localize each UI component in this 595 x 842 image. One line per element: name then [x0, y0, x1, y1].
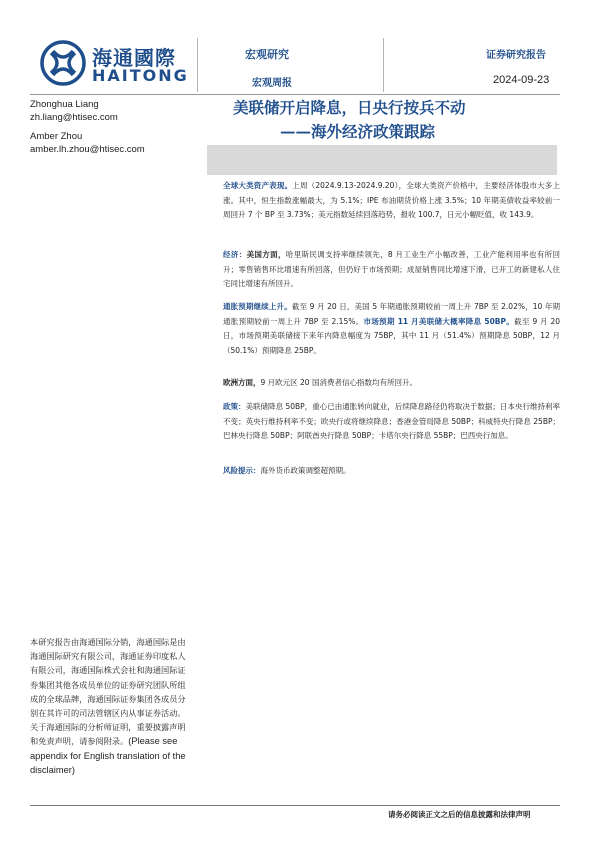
paragraph-lead: 全球大类资产表现。: [223, 181, 293, 190]
risk-paragraph: [223, 464, 560, 479]
paragraph-lead: 政策：: [223, 402, 246, 411]
disclaimer-english: (Please see appendix for English translation of the disclaimer): [30, 736, 186, 775]
title-band: [207, 145, 557, 175]
disclaimer: [30, 635, 190, 777]
author-name: Zhonghua Liang: [30, 99, 99, 110]
inflation-paragraph: [223, 300, 560, 358]
footer-rule: [30, 805, 560, 806]
author-email[interactable]: zh.liang@htisec.com: [30, 112, 118, 123]
footer-note: 请务必阅读正文之后的信息披露和法律声明: [388, 810, 531, 819]
haitong-logo-icon: [40, 40, 86, 86]
report-subcategory: 宏观周报: [252, 78, 292, 89]
economy-paragraph: [223, 248, 560, 292]
paragraph-lead: 市场预期 11 月美联储大概率降息 50BP。: [363, 316, 515, 326]
paragraph-lead: 欧洲方面，: [223, 378, 261, 387]
paragraph-text: 截至 9 月 20 日，美国 5 年期通胀预期较前一周上升 7BP 至 2.02%，10 年期通胀预期较前一周上升 7BP 至 2.15%。: [223, 302, 560, 326]
paragraph-lead: 经济：: [223, 250, 247, 259]
report-title: 美联储开启降息，日央行按兵不动: [233, 98, 466, 117]
disclaimer-chinese: 本研究报告由海通国际分销，海通国际是由海通国际研究有限公司，海通证券印度私人有限公司，海通国际株式会社和海通国际证券集团其他各成员单位的证券研究团队所组成的全球品牌，海通国际证券集团各成员分别在其许可的司法管辖区内从事证券活动。关于海通国际的分析师证明，重要披露声明和免责声明，请参阅附录。: [30, 637, 186, 747]
paragraph-lead: 通胀预期继续上升。: [223, 302, 292, 311]
author-email[interactable]: amber.lh.zhou@htisec.com: [30, 144, 145, 155]
paragraph-text: 美联储降息 50BP，重心已由通胀转向就业，后续降息路径仍将取决于数据；日本央行维持利率不变；英央行维持利率不变；欧央行或将继续降息；香港金管局降息 50BP；科威特央行降息 25BP；巴林央行降息 50BP；阿联酋央行降息 50BP；卡塔尔央行降息 55BP；巴西央行加息。: [223, 402, 561, 441]
paragraph-text: 海外货币政策调整超预期。: [260, 466, 351, 475]
logo-english-name: HAITONG: [92, 66, 189, 85]
paragraph-text: 截至 9 月 20 日，市场预期美联储接下来年内降息幅度为 75BP，其中 11 月（51.4%）预期降息 50BP，12 月（50.1%）预期降息 25BP。: [223, 316, 561, 355]
report-category: 宏观研究: [245, 48, 289, 61]
paragraph-text: 哈里斯民调支持率继续领先，8 月工业生产小幅改善，工业产能利用率也有所回升；零售销售环比增速有所回落，但仍好于市场预期；成屋销售同比增速下滑，已开工的新建私人住宅同比增速有所回升。: [223, 250, 561, 289]
header-divider: [383, 38, 384, 92]
header-rule: [30, 94, 560, 95]
policy-paragraph: [223, 400, 560, 444]
report-subtitle: ——海外经济政策跟踪: [280, 122, 436, 141]
report-type: 证券研究报告: [486, 50, 546, 61]
paragraph-sublead: 美国方面，: [246, 250, 286, 259]
logo-chinese-name: 海通國際: [92, 46, 176, 70]
author-name: Amber Zhou: [30, 131, 83, 142]
europe-paragraph: [223, 376, 560, 391]
header-divider: [197, 38, 198, 92]
paragraph-text: 上周（2024.9.13-2024.9.20），全球大类资产价格中，主要经济体股市大多上涨。其中，恒生指数涨幅最大，为 5.1%；IPE 布油期货价格上涨 3.5%；10 年期美债收益率较前一周回升 7 个 BP 至 3.73%；美元指数延续回落趋势，报收 100.7，日元小幅贬值，收 143.9。: [223, 181, 561, 220]
summary-paragraph: [223, 179, 560, 223]
paragraph-lead: 风险提示：: [223, 466, 261, 475]
report-date: 2024-09-23: [493, 74, 550, 86]
paragraph-text: 9 月欧元区 20 国消费者信心指数均有所回升。: [260, 378, 417, 387]
